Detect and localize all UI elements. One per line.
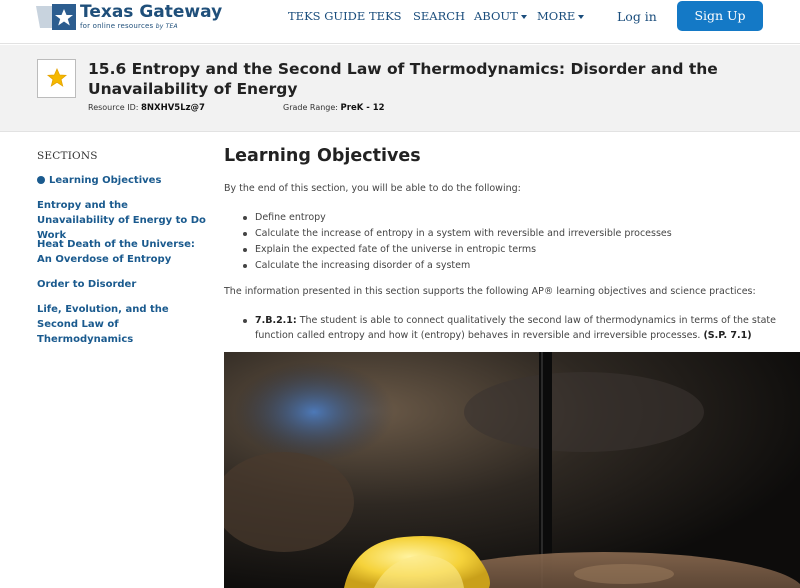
logo-subtitle: for online resources by TEA — [80, 22, 178, 30]
sections-heading: SECTIONS — [37, 150, 98, 162]
resource-id: Resource ID: 8NXHV5Lz@7 — [88, 103, 205, 113]
sidebar-item-order-to-disorder[interactable]: Order to Disorder — [37, 279, 137, 290]
favorite-button[interactable] — [37, 59, 76, 98]
resource-title: 15.6 Entropy and the Second Law of Thermodynamics: Disorder and the Unavailability of Energy — [88, 60, 718, 98]
top-navigation-bar — [0, 0, 800, 44]
star-icon — [47, 68, 67, 88]
list-item: Calculate the increasing disorder of a system — [243, 258, 763, 274]
list-item: Calculate the increase of entropy in a system with reversible and irreversible processes — [243, 226, 763, 242]
ap-intro-text: The information presented in this section supports the following AP® learning objectives and science practices: — [224, 286, 756, 297]
glass-with-lemon-image — [224, 352, 800, 588]
texas-flag-icon — [36, 4, 78, 30]
grade-range: Grade Range: PreK - 12 — [283, 103, 385, 113]
sidebar-item-life-evolution[interactable]: Life, Evolution, and the Second Law of Thermodynamics — [37, 304, 169, 345]
sidebar-item-heat-death[interactable]: Heat Death of the Universe: An Overdose of Entropy — [37, 239, 195, 265]
active-dot-icon — [37, 176, 45, 184]
login-link[interactable]: Log in — [617, 9, 657, 24]
intro-text: By the end of this section, you will be able to do the following: — [224, 183, 521, 194]
page-title: Learning Objectives — [224, 146, 421, 166]
nav-teks-guide[interactable]: TEKS GUIDE — [288, 9, 366, 23]
nav-more[interactable]: MORE — [537, 9, 584, 23]
logo-title: Texas Gateway — [80, 2, 223, 22]
ap-objective-item: 7.B.2.1: The student is able to connect qualitatively the second law of thermodynamics in terms of the state function called entropy and how it (entropy) behaves in reversible and irreversible processes. (S.P. 7.1) — [243, 313, 783, 343]
objectives-list — [243, 210, 763, 274]
resource-banner — [0, 45, 800, 132]
nav-teks[interactable]: TEKS — [369, 9, 402, 23]
list-item: Define entropy — [243, 210, 763, 226]
list-item: Explain the expected fate of the universe in entropic terms — [243, 242, 763, 258]
chevron-down-icon — [521, 15, 527, 19]
texas-gateway-logo[interactable] — [36, 2, 226, 34]
sidebar-item-learning-objectives[interactable]: Learning Objectives — [37, 173, 207, 188]
chevron-down-icon — [578, 15, 584, 19]
signup-button[interactable]: Sign Up — [677, 1, 763, 31]
nav-search[interactable]: SEARCH — [413, 9, 466, 23]
sidebar-item-entropy-unavailability[interactable]: Entropy and the Unavailability of Energy to Do Work — [37, 200, 206, 241]
nav-about[interactable]: ABOUT — [474, 9, 527, 23]
